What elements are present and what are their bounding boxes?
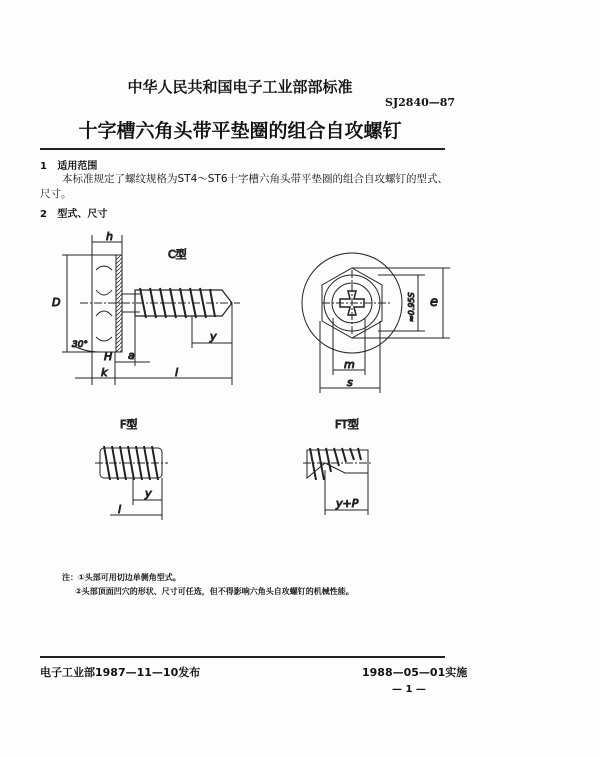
label-f-y: y: [145, 487, 152, 500]
c-type-side-view: [62, 235, 240, 385]
issuer-heading: 中华人民共和国电子工业部部标准: [127, 78, 353, 96]
label-angle: 30°: [72, 340, 88, 350]
note-2: ②头部顶面凹穴的形状、尺寸可任选，但不得影响六角头自攻螺钉的机械性能。: [75, 587, 354, 596]
label-e: e: [430, 295, 438, 310]
note-prefix: 注：: [62, 573, 78, 582]
section-number: 2: [40, 209, 47, 220]
page-number: — 1 —: [392, 684, 426, 695]
label-k: k: [101, 366, 108, 379]
section-1-body: 本标准规定了螺纹规格为ST4～ST6十字槽六角头带平垫圈的组合自攻螺钉的型式、尺寸。: [40, 173, 449, 200]
document-title: 十字槽六角头带平垫圈的组合自攻螺钉: [78, 120, 402, 142]
label-l: l: [175, 366, 179, 379]
standard-code: SJ2840—87: [385, 96, 456, 109]
label-y: y: [210, 330, 217, 343]
section-title: 型式、尺寸: [57, 209, 108, 220]
section-title: 适用范围: [57, 161, 98, 172]
label-D: D: [52, 296, 61, 309]
effective-date: 1988—05—01实施: [362, 666, 468, 679]
label-095s: ≈0.95S: [407, 292, 416, 322]
note-1: [62, 572, 181, 583]
label-H: H: [104, 350, 113, 363]
issue-date: 电子工业部1987—11—10发布: [40, 666, 201, 679]
label-s: s: [347, 376, 353, 389]
label-a: a: [128, 349, 135, 362]
label-f-type: F型: [120, 418, 138, 431]
top-view: [302, 253, 450, 393]
label-f-l: l: [118, 503, 122, 516]
f-type-view: [95, 446, 168, 520]
section-number: 1: [40, 161, 47, 172]
label-ft-type: FT型: [335, 418, 359, 431]
label-h: h: [106, 230, 113, 243]
label-c-type: C型: [168, 248, 187, 261]
label-yp: y+P: [336, 497, 359, 510]
note-text: ①头部可用切边单侧角型式。: [78, 573, 181, 582]
label-m: m: [344, 358, 355, 371]
footer-rule: [40, 656, 445, 658]
